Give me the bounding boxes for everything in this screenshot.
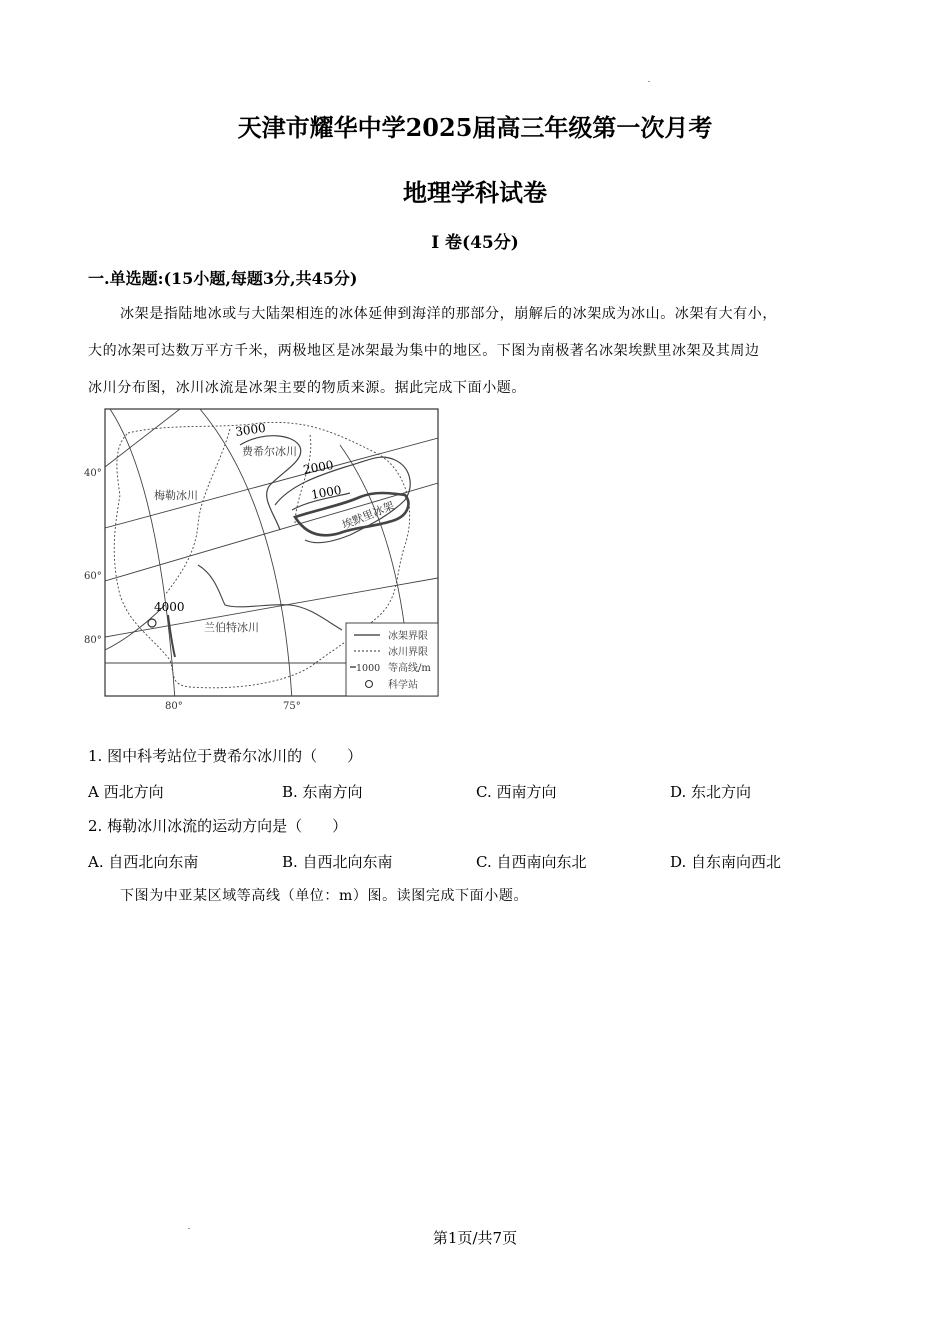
science-station-marker <box>148 619 156 627</box>
amery-ice-shelf-map <box>80 405 442 717</box>
contour-label-4000: 4000 <box>154 600 185 614</box>
q1-option-c: C. 西南方向 <box>476 783 557 801</box>
section-heading: 一.单选题:(15小题,每题3分,共45分) <box>88 269 358 288</box>
lat-label-80: 80° <box>84 635 102 646</box>
label-lambert-glacier: 兰伯特冰川 <box>204 621 259 634</box>
contour-map-intro: 下图为中亚某区域等高线（单位：m）图。读图完成下面小题。 <box>120 888 529 904</box>
intro-line-2: 大的冰架可达数万平方千米，两极地区是冰架最为集中的地区。下图为南极著名冰架埃默里冰架及其周边 <box>88 343 760 359</box>
exam-title: 天津市耀华中学2025届高三年级第一次月考 <box>237 113 713 142</box>
question-2-stem: 2. 梅勒冰川冰流的运动方向是（ ） <box>88 817 348 835</box>
lon-label-80: 80° <box>165 701 183 712</box>
legend-station-label: 科学站 <box>388 680 418 691</box>
volume-title: Ⅰ 卷(45分) <box>431 233 519 253</box>
page-footer: 第1页/共7页 <box>432 1229 518 1247</box>
legend-glacier-label: 冰川界限 <box>388 647 428 658</box>
map-legend <box>346 623 438 696</box>
q1-option-a: A 西北方向 <box>88 783 164 801</box>
q2-option-b: B. 自西北向东南 <box>282 853 393 871</box>
q1-option-d: D. 东北方向 <box>670 783 752 801</box>
legend-station-icon <box>366 681 373 688</box>
legend-contour-label: 等高线/m <box>388 663 431 674</box>
q2-option-d: D. 自东南向西北 <box>670 853 782 871</box>
lat-label-40: 40° <box>84 468 102 479</box>
intro-paragraph <box>88 296 888 407</box>
intro-line-1: 冰架是指陆地冰或与大陆架相连的冰体延伸到海洋的那部分，崩解后的冰架成为冰山。冰架有大有小， <box>120 306 777 322</box>
exam-subtitle: 地理学科试卷 <box>403 178 547 207</box>
q2-option-c: C. 自西南向东北 <box>476 853 587 871</box>
q1-option-b: B. 东南方向 <box>282 783 363 801</box>
label-fisher-glacier: 费希尔冰川 <box>242 445 297 458</box>
legend-contour-sample: 1000 <box>356 663 381 674</box>
label-mellor-glacier: 梅勒冰川 <box>154 489 198 502</box>
lat-label-60: 60° <box>84 571 102 582</box>
lon-label-75: 75° <box>283 701 301 712</box>
question-1-stem: 1. 图中科考站位于费希尔冰川的（ ） <box>88 747 363 765</box>
scan-speck <box>648 81 650 82</box>
intro-line-3: 冰川分布图，冰川冰流是冰架主要的物质来源。据此完成下面小题。 <box>88 380 526 396</box>
contour-label-1000: 1000 <box>310 482 343 502</box>
q2-option-a: A. 自西北向东南 <box>88 853 199 871</box>
label-amery-ice-shelf: 埃默里冰架 <box>340 499 397 532</box>
legend-shelf-label: 冰架界限 <box>388 631 428 642</box>
contour-label-3000: 3000 <box>234 420 267 439</box>
contour-label-2000: 2000 <box>302 457 335 477</box>
